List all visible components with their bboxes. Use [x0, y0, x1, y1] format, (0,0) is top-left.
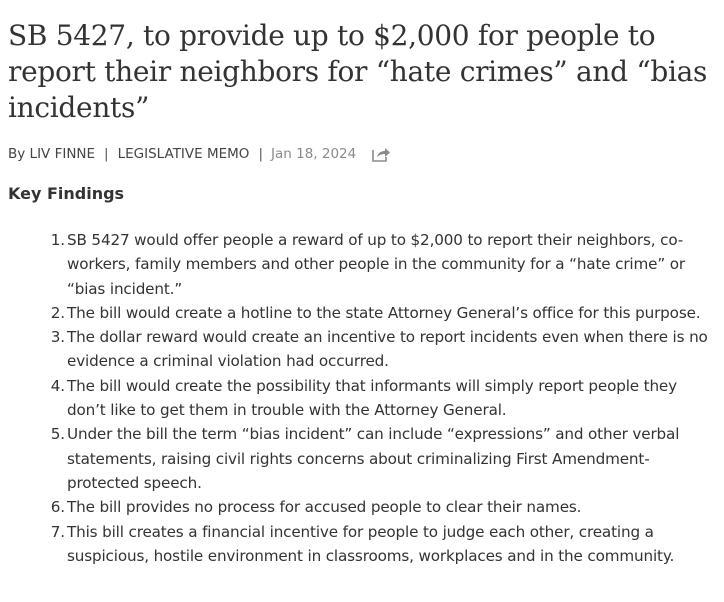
list-item-number: 7.	[50, 522, 65, 541]
list-item-text: The bill provides no process for accused people to clear their names.	[67, 498, 582, 517]
author-name[interactable]: By LIV FINNE	[8, 146, 96, 162]
list-item	[50, 325, 720, 374]
list-item	[50, 495, 720, 519]
list-item	[50, 520, 720, 569]
list-item-text: This bill creates a financial incentive for people to judge each other, creating a suspicious, hostile environment in classrooms, workplaces and in the community.	[67, 522, 675, 565]
list-item	[50, 422, 720, 495]
list-item-text: The bill would create the possibility that informants will simply report people they don’t like to get them in trouble with the Attorney General.	[67, 376, 677, 420]
byline	[8, 144, 720, 164]
byline-separator: |	[104, 146, 109, 162]
byline-separator: |	[258, 146, 263, 162]
list-item-number: 3.	[50, 328, 65, 347]
list-item-number: 2.	[50, 303, 65, 322]
key-findings-list	[8, 228, 720, 568]
list-item-text: The bill would create a hotline to the state Attorney General’s office for this purpose.	[67, 303, 701, 322]
list-item-number: 5.	[50, 425, 65, 444]
share-icon[interactable]	[371, 145, 391, 163]
section-heading: Key Findings	[8, 184, 125, 203]
article-title: SB 5427, to provide up to $2,000 for people to report their neighbors for “hate crimes” and “bias incidents”	[8, 19, 708, 124]
list-item-text: The dollar reward would create an incentive to report incidents even when there is no evidence a criminal violation had occurred.	[67, 328, 708, 371]
list-item-number: 1.	[50, 231, 65, 249]
publish-date: Jan 18, 2024	[271, 146, 357, 162]
category-label[interactable]: LEGISLATIVE MEMO	[117, 146, 250, 162]
list-item	[50, 228, 720, 301]
list-item	[50, 374, 720, 423]
list-item	[50, 301, 720, 325]
list-item-text: Under the bill the term “bias incident” can include “expressions” and other verbal statements, raising civil rights concerns about criminalizing First Amendment-protected speech.	[67, 425, 680, 492]
list-item-number: 4.	[50, 376, 65, 395]
article	[8, 18, 720, 568]
list-item-text: SB 5427 would offer people a reward of up to $2,000 to report their neighbors, co-workers, family members and other people in the community for a “hate crime” or “bias incident.”	[67, 231, 685, 298]
list-item-number: 6.	[50, 498, 65, 517]
